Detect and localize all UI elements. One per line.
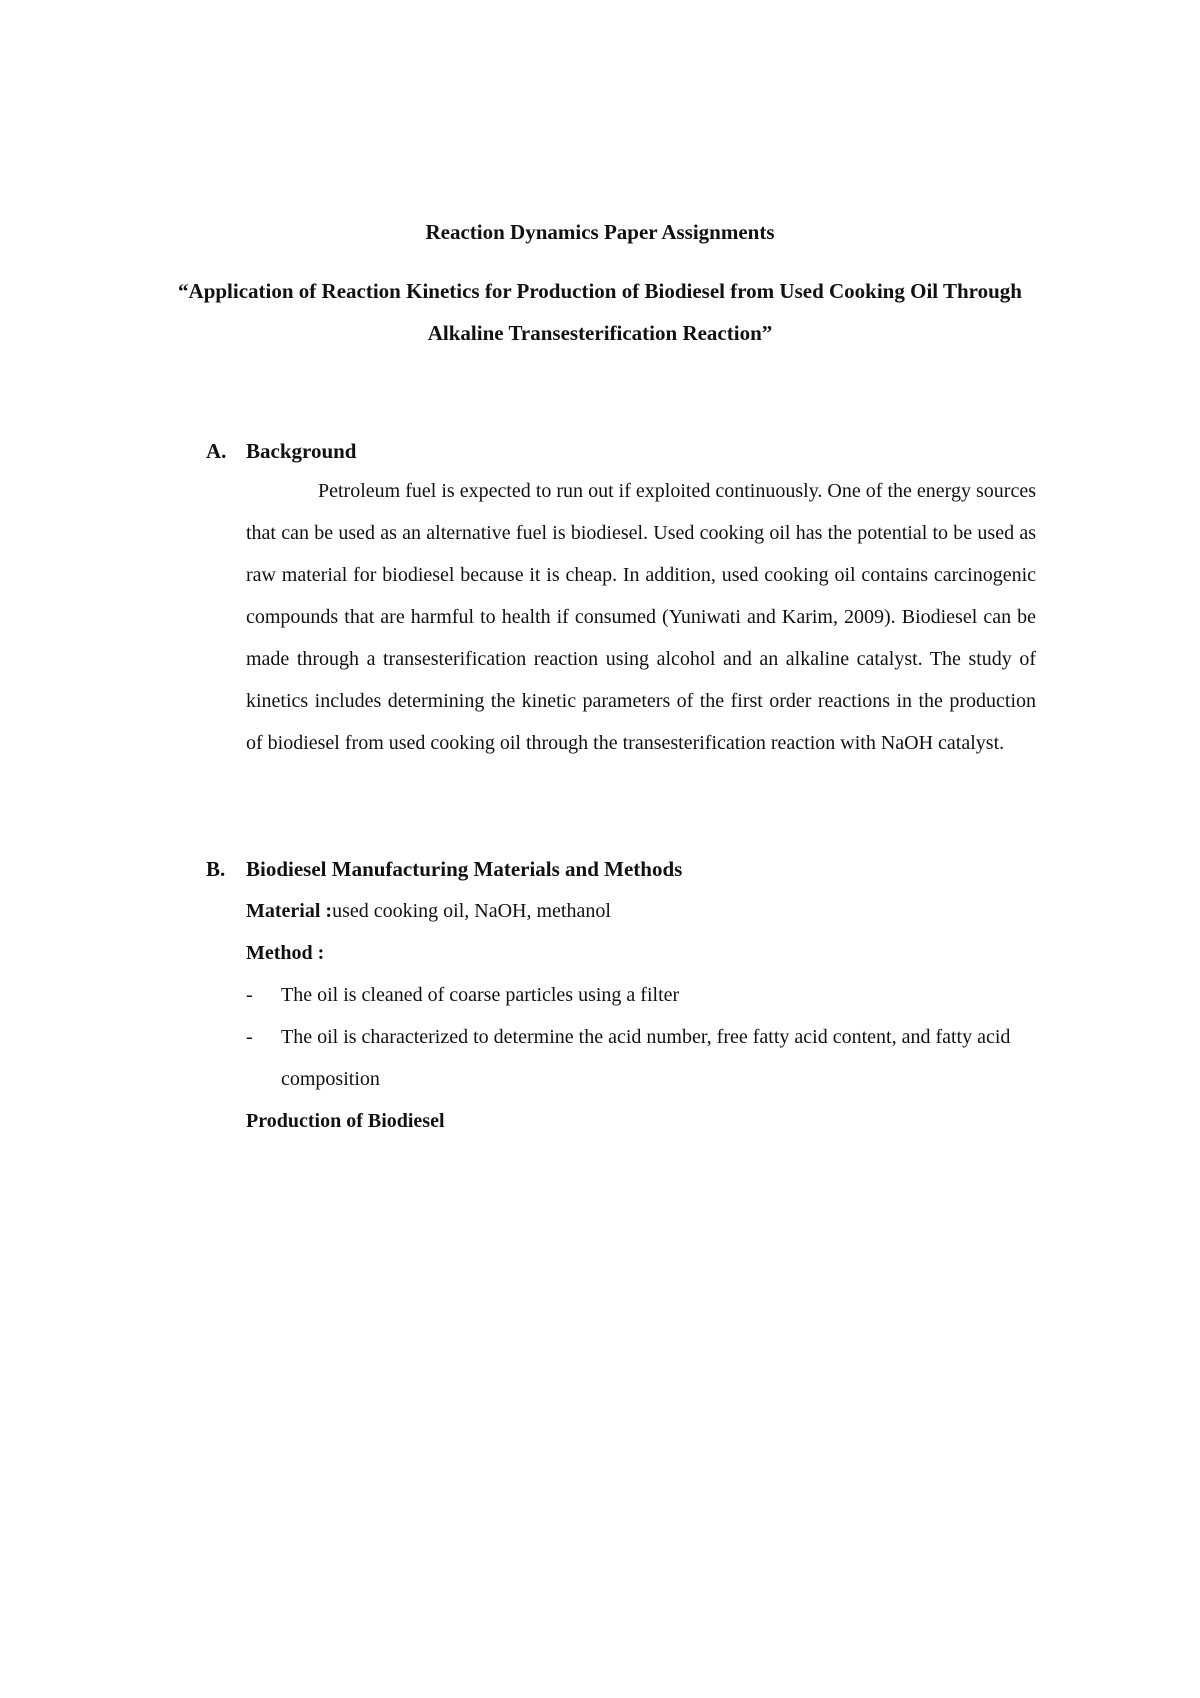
section-a-heading (206, 430, 1066, 472)
method-label: Method : (246, 942, 325, 964)
method-step-text: The oil is characterized to determine the acid number, free fatty acid content, and fatty acid composition (281, 1026, 1011, 1090)
production-heading (246, 1100, 1046, 1142)
method-step-text: The oil is cleaned of coarse particles using a filter (281, 984, 680, 1006)
dash-marker: - (246, 984, 253, 1006)
section-a-title: Background (246, 439, 357, 463)
page-title: Reaction Dynamics Paper Assignments (425, 220, 775, 244)
background-paragraph: Petroleum fuel is expected to run out if exploited continuously. One of the energy sources that can be used as an alternative fuel is biodiesel. Used cooking oil has the potential to be used as raw material for biodiesel because it is cheap. In addition, used cooking oil contains carcinogenic compounds that are harmful to health if consumed (Yuniwati and Karim, 2009). Biodiesel can be made through a transesterification reaction using alcohol and an alkaline catalyst. The study of kinetics includes determining the kinetic parameters of the first order reactions in the production of biodiesel from used cooking oil through the transesterification reaction with NaOH catalyst. (246, 480, 1036, 754)
method-step (246, 974, 1046, 1016)
production-heading-text: Production of Biodiesel (246, 1110, 445, 1132)
material-line (246, 890, 1046, 932)
method-step (246, 1016, 1046, 1100)
section-a-letter: A. (206, 439, 227, 463)
material-value: used cooking oil, NaOH, methanol (332, 900, 611, 922)
method-line (246, 932, 1046, 974)
material-label: Material : (246, 900, 333, 922)
paper-subtitle: “Application of Reaction Kinetics for Production of Biodiesel from Used Cooking Oil Through Alkaline Transesterification Reaction” (178, 279, 1022, 345)
section-b-letter: B. (206, 857, 226, 881)
dash-marker: - (246, 1026, 253, 1048)
section-b-heading (206, 848, 1066, 890)
section-b-title: Biodiesel Manufacturing Materials and Methods (246, 857, 683, 881)
